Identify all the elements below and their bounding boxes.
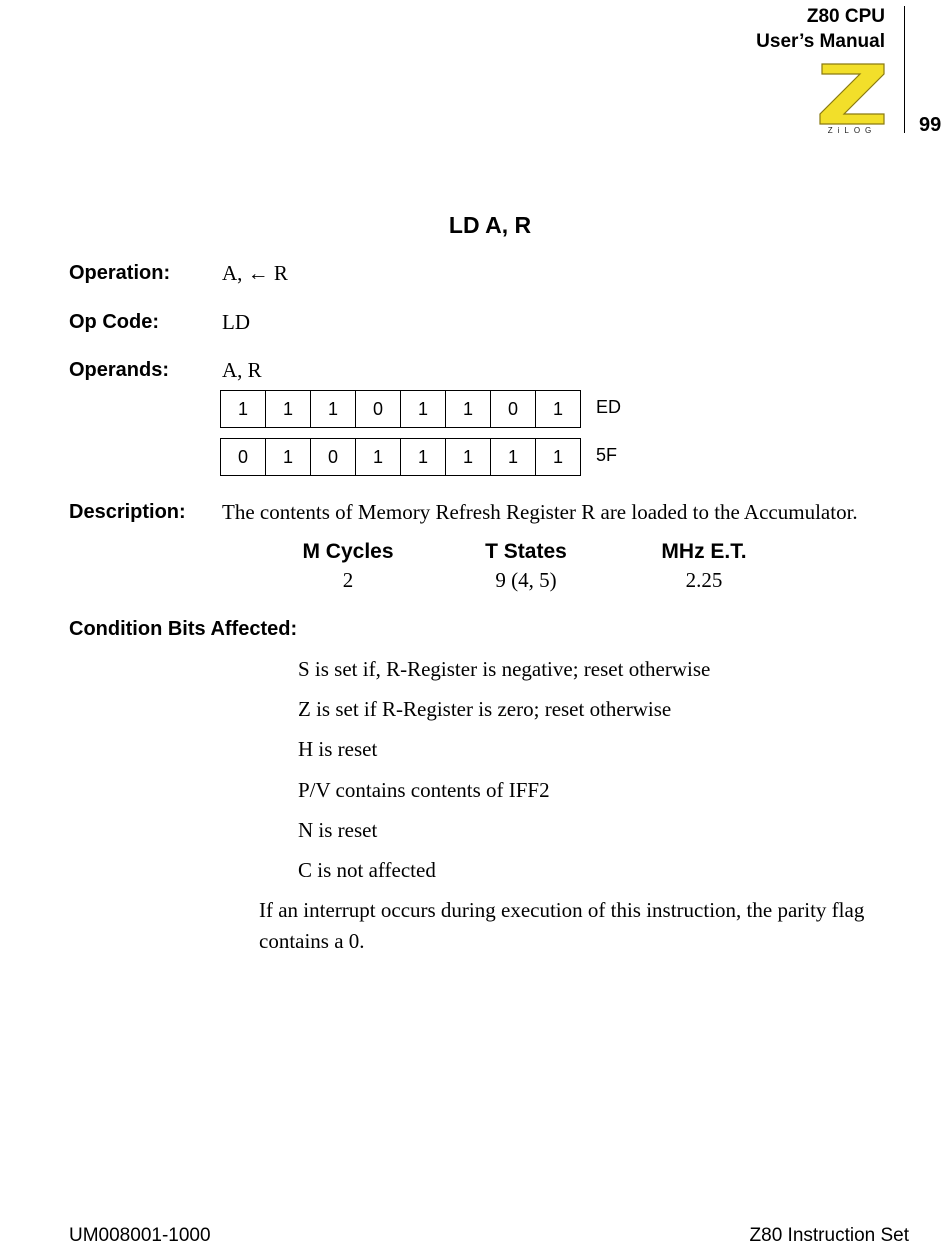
timing-value-mcycles: 2 <box>342 568 354 592</box>
bit-cell: 1 <box>265 390 310 428</box>
description-label: Description: <box>69 501 186 523</box>
opcode-byte-1 <box>220 390 581 428</box>
opcode-byte-2 <box>220 438 581 476</box>
manual-title-line2: User’s Manual <box>756 31 885 52</box>
operation-value: A, ← R <box>222 261 288 285</box>
footer-section-title: Z80 Instruction Set <box>749 1225 909 1246</box>
bit-cell: 1 <box>490 438 535 476</box>
timing-value-tstates: 9 (4, 5) <box>495 568 557 592</box>
bit-cell: 1 <box>445 390 490 428</box>
condition-bit-n: N is reset <box>298 818 378 842</box>
bit-cell: 1 <box>400 390 445 428</box>
operation-label: Operation: <box>69 262 171 284</box>
timing-header-tstates: T States <box>485 540 567 563</box>
bit-cell: 0 <box>490 390 535 428</box>
bit-cell: 1 <box>355 438 400 476</box>
header-divider <box>904 6 905 133</box>
opcode-byte-2-hex: 5F <box>596 445 618 465</box>
operands-label: Operands: <box>69 359 170 381</box>
bit-cell: 0 <box>310 438 355 476</box>
bit-cell: 0 <box>355 390 400 428</box>
instruction-title: LD A, R <box>448 212 532 238</box>
timing-header-mcycles: M Cycles <box>302 540 394 563</box>
timing-header-mhz: MHz E.T. <box>661 540 747 563</box>
opcode-byte-1-hex: ED <box>596 397 622 417</box>
zilog-logo <box>816 60 888 135</box>
bit-cell: 1 <box>445 438 490 476</box>
bit-cell: 1 <box>535 438 581 476</box>
bit-cell: 1 <box>220 390 265 428</box>
interrupt-note: If an interrupt occurs during execution of this instruction, the parity flag contains a 0. <box>259 898 865 953</box>
bit-cell: 1 <box>400 438 445 476</box>
bit-cell: 1 <box>265 438 310 476</box>
condition-bit-h: H is reset <box>298 737 378 761</box>
operands-value: A, R <box>222 358 262 382</box>
timing-value-mhz: 2.25 <box>685 568 723 592</box>
page-number: 99 <box>919 114 942 136</box>
condition-bit-pv: P/V contains contents of IFF2 <box>298 778 550 802</box>
footer-document-id: UM008001-1000 <box>69 1225 211 1246</box>
condition-bits-label: Condition Bits Affected: <box>69 618 298 640</box>
description-text: The contents of Memory Refresh Register R are loaded to the Accumulator. <box>222 500 858 524</box>
opcode-label: Op Code: <box>69 311 159 333</box>
condition-bit-z: Z is set if R-Register is zero; reset otherwise <box>298 697 672 721</box>
bit-cell: 0 <box>220 438 265 476</box>
opcode-value: LD <box>222 310 250 334</box>
svg-text:ZiLOG: ZiLOG <box>827 126 877 135</box>
bit-cell: 1 <box>535 390 581 428</box>
manual-title-line1: Z80 CPU <box>806 6 885 27</box>
bit-cell: 1 <box>310 390 355 428</box>
condition-bit-c: C is not affected <box>298 858 436 882</box>
condition-bit-s: S is set if, R-Register is negative; reset otherwise <box>298 657 711 681</box>
